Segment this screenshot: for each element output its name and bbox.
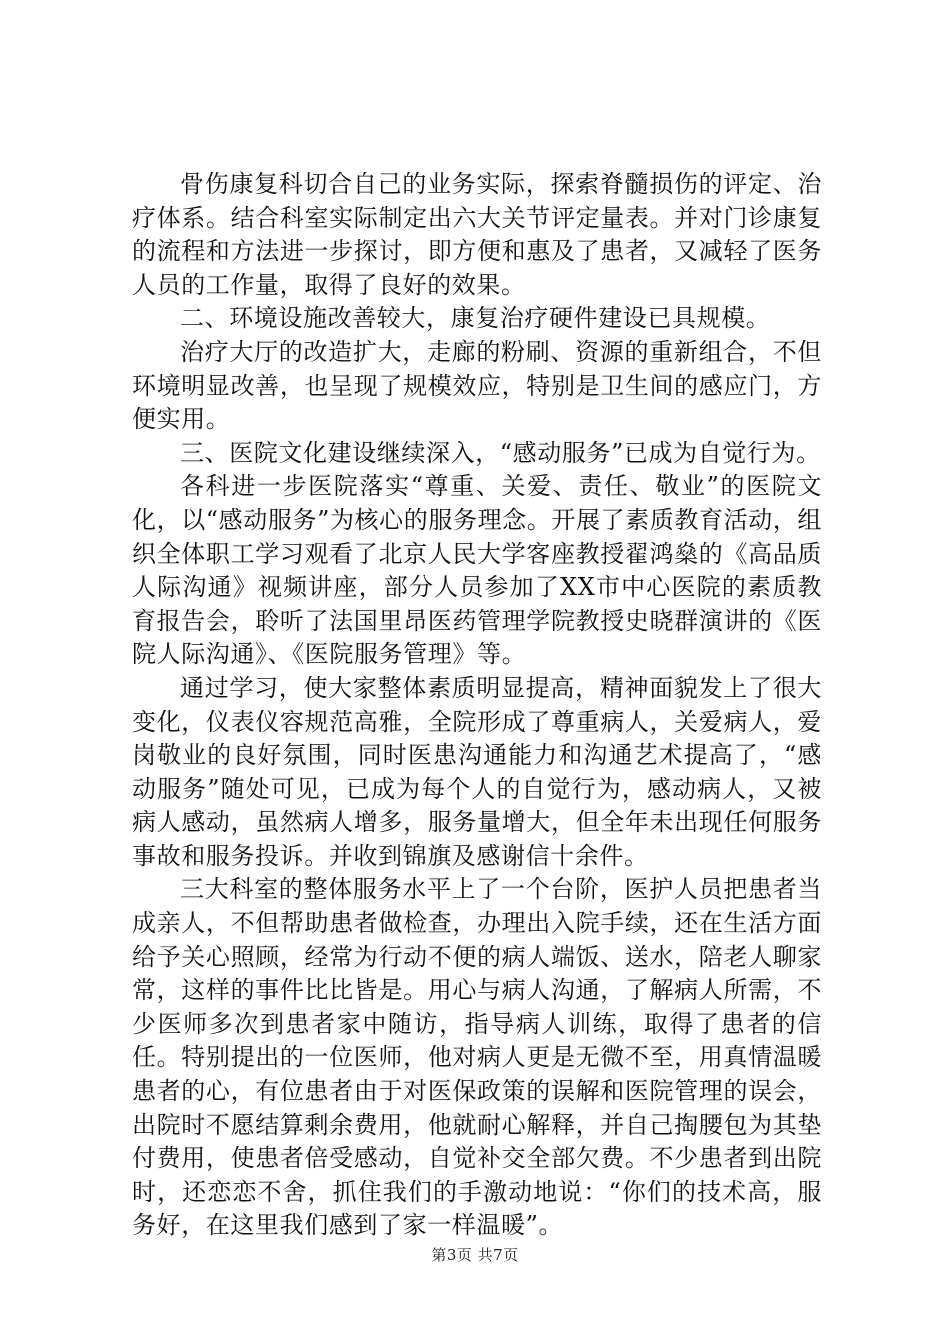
heading-section-two: 二、环境设施改善较大，康复治疗硬件建设已具规模。 — [180, 304, 771, 333]
paragraph-hospital-culture: 各科进一步医院落实“尊重、关爱、责任、敬业”的医院文化，以“感动服务”为核心的服务理念。开展了素质教育活动，组织全体职工学习观看了北京人民大学客座教授翟鸿燊的《高品质人际沟通》视频讲座，部分人员参加了XX市中心医院的素质教育报告会，聆听了法国里昂医药管理学院教授史晓群演讲的《医院人际沟通》、《医院服务管理》等。 — [132, 472, 822, 669]
paragraph-hall-renovation: 治疗大厅的改造扩大，走廊的粉刷、资源的重新组合，不但环境明显改善，也呈现了规模效应，特别是卫生间的感应门，方便实用。 — [132, 337, 822, 434]
document-body — [132, 168, 822, 1243]
heading-section-three: 三、医院文化建设继续深入，“感动服务”已成为自觉行为。 — [180, 438, 821, 467]
page-number-footer: 第3页 共7页 — [431, 1246, 519, 1264]
paragraph-learning-results: 通过学习，使大家整体素质明显提高，精神面貌发上了很大变化，仪表仪容规范高雅，全院形成了尊重病人，关爱病人，爱岗敬业的良好氛围，同时医患沟通能力和沟通艺术提高了，“感动服务”随处可见，已成为每个人的自觉行为，感动病人，又被病人感动，虽然病人增多，服务量增大，但全年未出现任何服务事故和服务投诉。并收到锦旗及感谢信十余件。 — [132, 673, 822, 870]
paragraph-spinal-injury-assessment: 骨伤康复科切合自己的业务实际，探索脊髓损伤的评定、治疗体系。结合科室实际制定出六大关节评定量表。并对门诊康复的流程和方法进一步探讨，即方便和惠及了患者，又减轻了医务人员的工作量，取得了良好的效果。 — [132, 170, 822, 299]
paragraph-service-level: 三大科室的整体服务水平上了一个台阶，医护人员把患者当成亲人，不但帮助患者做检查，办理出入院手续，还在生活方面给予关心照顾，经常为行动不便的病人端饭、送水，陪老人聊家常，这样的事件比比皆是。用心与病人沟通，了解病人所需，不少医师多次到患者家中随访，指导病人训练，取得了患者的信任。特别提出的一位医师，他对病人更是无微不至，用真情温暖患者的心，有位患者由于对医保政策的误解和医院管理的误会，出院时不愿结算剩余费用，他就耐心解释，并自己掏腰包为其垫付费用，使患者倍受感动，自觉补交全部欠费。不少患者到出院时，还恋恋不舍，抓住我们的手激动地说：“你们的技术高，服务好，在这里我们感到了家一样温暖”。 — [132, 875, 822, 1240]
